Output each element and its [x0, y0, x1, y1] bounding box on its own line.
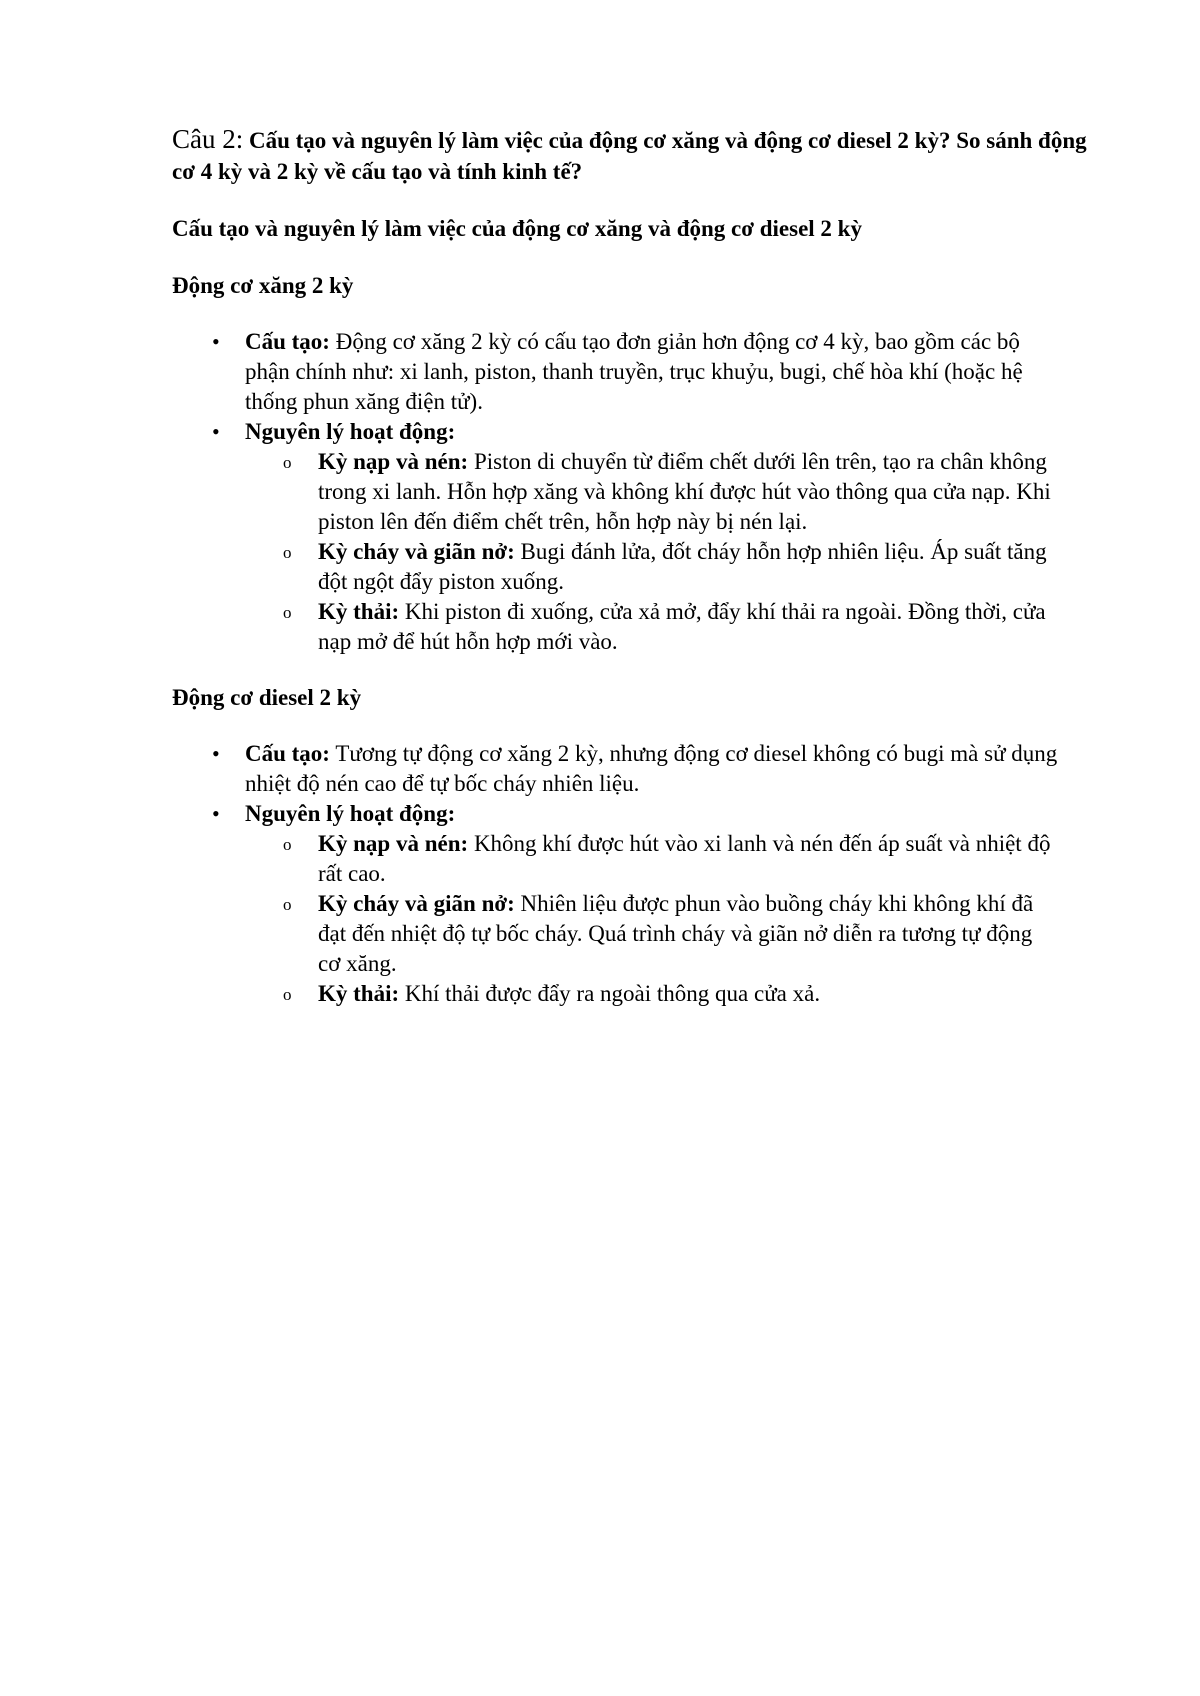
list-item: [245, 889, 1058, 979]
stroke-label: Kỳ cháy và giãn nở:: [318, 891, 515, 916]
principle-label: Nguyên lý hoạt động:: [245, 419, 456, 444]
stroke-label: Kỳ cháy và giãn nở:: [318, 539, 515, 564]
diesel-list: [172, 739, 1100, 1009]
list-item: [245, 537, 1058, 597]
list-item: [245, 447, 1058, 537]
question-label: Câu 2:: [172, 124, 244, 154]
stroke-label: Kỳ nạp và nén:: [318, 449, 469, 474]
circle-bullet-icon: o: [283, 603, 292, 622]
section-heading-gasoline: Động cơ xăng 2 kỳ: [172, 273, 354, 298]
list-item: [172, 327, 1100, 417]
circle-bullet-icon: o: [283, 835, 292, 854]
main-heading: Cấu tạo và nguyên lý làm việc của động cơ xăng và động cơ diesel 2 kỳ: [172, 216, 862, 241]
structure-label: Cấu tạo:: [245, 329, 330, 354]
section-heading-diesel: Động cơ diesel 2 kỳ: [172, 685, 362, 710]
bullet-icon: •: [212, 329, 220, 354]
circle-bullet-icon: o: [283, 985, 292, 1004]
question-title: [172, 124, 1102, 187]
bullet-icon: •: [212, 801, 220, 826]
list-item: [245, 597, 1058, 657]
list-item: [172, 739, 1100, 799]
stroke-label: Kỳ thải:: [318, 981, 400, 1006]
structure-label: Cấu tạo:: [245, 741, 330, 766]
stroke-text: Khi piston đi xuống, cửa xả mở, đẩy khí thải ra ngoài. Đồng thời, cửa nạp mở để hút hỗn hợp mới vào.: [318, 599, 1046, 654]
structure-text: Động cơ xăng 2 kỳ có cấu tạo đơn giản hơn động cơ 4 kỳ, bao gồm các bộ phận chính như: xi lanh, piston, thanh truyền, trục khuỷu, bugi, chế hòa khí (hoặc hệ thống phun xăng điện tử).: [245, 329, 1023, 414]
circle-bullet-icon: o: [283, 543, 292, 562]
diesel-structure: [245, 739, 1065, 799]
stroke-text: Không khí được hút vào xi lanh và nén đến áp suất và nhiệt độ rất cao.: [318, 831, 1051, 886]
question-text: Cấu tạo và nguyên lý làm việc của động cơ xăng và động cơ diesel 2 kỳ? So sánh động cơ 4 kỳ và 2 kỳ về cấu tạo và tính kinh tế?: [172, 128, 1087, 184]
circle-bullet-icon: o: [283, 895, 292, 914]
stroke-text: Nhiên liệu được phun vào buồng cháy khi không khí đã đạt đến nhiệt độ tự bốc cháy. Quá trình cháy và giãn nở diễn ra tương tự động cơ xăng.: [318, 891, 1034, 976]
bullet-icon: •: [212, 419, 220, 444]
list-item: [172, 417, 1100, 657]
bullet-icon: •: [212, 741, 220, 766]
list-item: [172, 799, 1100, 1009]
stroke-text: Piston di chuyển từ điểm chết dưới lên trên, tạo ra chân không trong xi lanh. Hỗn hợp xăng và không khí được hút vào thông qua cửa nạp. Khi piston lên đến điểm chết trên, hỗn hợp này bị nén lại.: [318, 449, 1051, 534]
stroke-label: Kỳ nạp và nén:: [318, 831, 469, 856]
stroke-label: Kỳ thải:: [318, 599, 400, 624]
circle-bullet-icon: o: [283, 453, 292, 472]
diesel-strokes-list: [245, 829, 1100, 1009]
stroke-text: Bugi đánh lửa, đốt cháy hỗn hợp nhiên liệu. Áp suất tăng đột ngột đẩy piston xuống.: [318, 539, 1047, 594]
gasoline-strokes-list: [245, 447, 1100, 657]
stroke-text: Khí thải được đẩy ra ngoài thông qua cửa xả.: [404, 981, 821, 1006]
list-item: [245, 979, 1058, 1009]
gasoline-list: [172, 327, 1100, 657]
principle-label: Nguyên lý hoạt động:: [245, 801, 456, 826]
structure-text: Tương tự động cơ xăng 2 kỳ, nhưng động cơ diesel không có bugi mà sử dụng nhiệt độ nén cao để tự bốc cháy nhiên liệu.: [245, 741, 1058, 796]
list-item: [245, 829, 1058, 889]
gasoline-structure: [245, 327, 1065, 417]
